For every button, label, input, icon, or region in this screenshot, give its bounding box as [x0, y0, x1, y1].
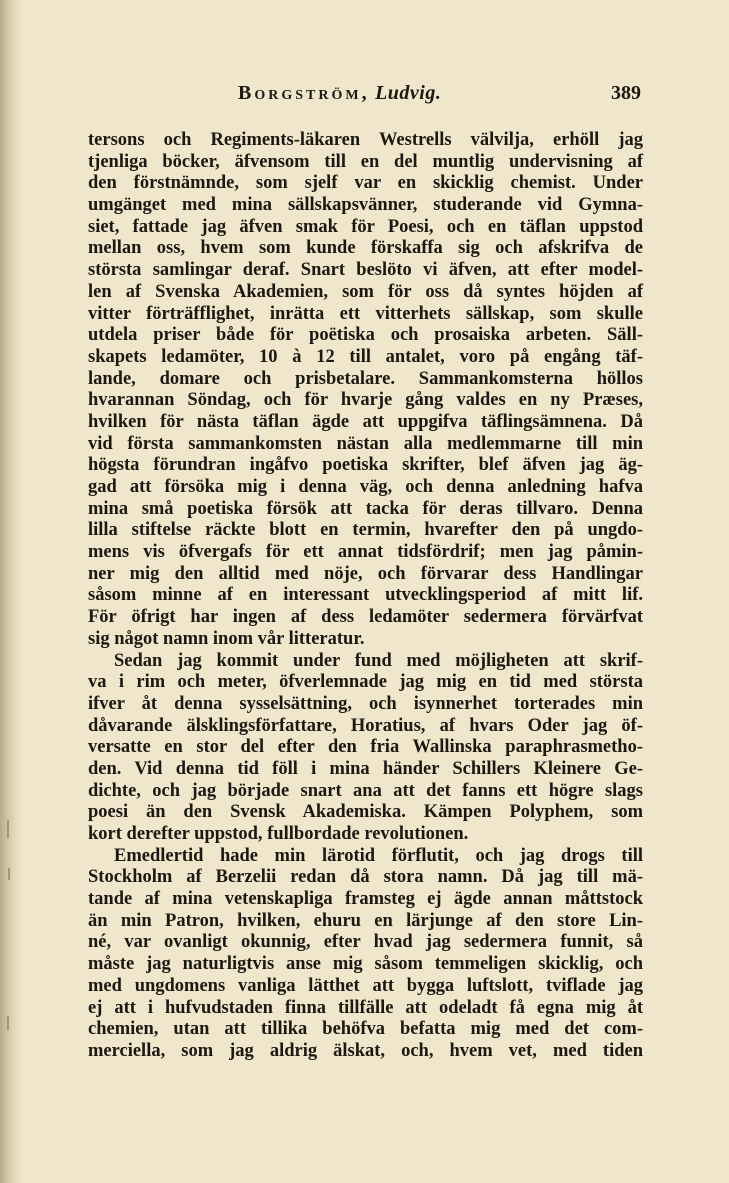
text-line: För öfrigt har ingen af dess ledamöter sedermera förvärfvat	[88, 607, 643, 628]
text-line: måste jag naturligtvis anse mig såsom temmeligen skicklig, och	[88, 954, 643, 975]
text-line: len af Svenska Akademien, som för oss då syntes höjden af	[88, 281, 643, 302]
text-line: versatte en stor del efter den fria Wallinska paraphrasmetho-	[88, 737, 643, 758]
running-head-surname: Borgström,	[238, 82, 370, 104]
text-line: Emedlertid hade min lärotid förflutit, och jag drogs till	[114, 845, 643, 866]
text-line: högsta förundran ingåfvo poetiska skrifter, blef äfven jag äg-	[88, 455, 643, 476]
text-line: Stockholm af Berzelii redan då stora namn. Då jag till mä-	[88, 867, 643, 888]
text-line: med ungdomens vanliga lätthet att bygga luftslott, tviflade jag	[88, 975, 643, 996]
text-line: tjenliga böcker, äfvensom till en del muntlig undervisning af	[88, 151, 643, 172]
text-line: kort derefter uppstod, fullbordade revolutionen.	[88, 824, 469, 844]
text-line: né, var ovanligt okunnig, efter hvad jag sedermera funnit, så	[88, 932, 643, 953]
text-line: tande af mina vetenskapliga framsteg ej ägde annan måttstock	[88, 889, 643, 910]
text-line: ifver åt denna sysselsättning, och isynnerhet torterades min	[88, 693, 643, 714]
text-line: sig något namn inom vår litteratur.	[88, 628, 365, 649]
text-line: största samlingar deraf. Snart beslöto vi äfven, att efter model-	[88, 260, 643, 281]
text-line: den. Vid denna tid föll i mina händer Schillers Kleinere Ge-	[88, 758, 643, 779]
text-line: vitter förträfflighet, inrätta ett vitterhets sällskap, som skulle	[88, 303, 643, 324]
running-head-given-name: Ludvig.	[375, 82, 442, 104]
margin-mark	[7, 820, 9, 838]
text-line: chemien, utan att tillika behöfva befatta mig med det com-	[88, 1019, 643, 1040]
text-line: tersons och Regiments-läkaren Westrells välvilja, erhöll jag	[88, 130, 643, 150]
text-line: siet, fattade jag äfven smak för Poesi, och en täflan uppstod	[88, 216, 643, 237]
text-line: mina små poetiska försök att tacka för deras tillvaro. Denna	[88, 498, 643, 519]
page-spine-shadow	[0, 0, 22, 1183]
text-line: mens vis öfvergafs för ett annat tidsfördrif; men jag påmin-	[88, 542, 643, 563]
text-line: mellan oss, hvem som kunde förskaffa sig och afskrifva de	[88, 238, 643, 259]
text-line: lilla stiftelse räckte blott en termin, hvarefter den på ungdo-	[88, 520, 643, 541]
text-line: merciella, som jag aldrig älskat, och, hvem vet, med tiden	[88, 1040, 643, 1061]
text-line: umgänget med mina sällskapsvänner, studerande vid Gymna-	[88, 195, 643, 216]
page-number: 389	[611, 82, 641, 104]
text-line: ner mig den alltid med nöje, och förvarar dess Handlingar	[88, 563, 643, 584]
margin-mark	[7, 1016, 9, 1030]
text-line: hvilken för nästa täflan ägde att uppgifva täflingsämnena. Då	[88, 411, 643, 432]
text-line: ej att i hufvudstaden finna tillfälle att odeladt få egna mig åt	[88, 997, 643, 1018]
body-text	[88, 130, 643, 1063]
text-line: hvarannan Söndag, och för hvarje gång valdes en ny Præses,	[88, 390, 643, 411]
running-head	[238, 80, 441, 106]
text-line: den förstnämnde, som sjelf var en skicklig chemist. Under	[88, 173, 643, 194]
text-line: lande, domare och prisbetalare. Sammankomsterna höllos	[88, 368, 643, 389]
text-line: dichte, och jag började snart ana att det fanns ett högre slags	[88, 780, 643, 801]
text-line: va i rim och meter, öfverlemnade jag mig en tid med största	[88, 672, 643, 693]
text-line: än min Patron, hvilken, ehuru en lärjunge af den store Lin-	[88, 910, 643, 931]
text-line: poesi än den Svensk Akademiska. Kämpen Polyphem, som	[88, 802, 643, 823]
text-line: gad att försöka mig i denna väg, och denna anledning hafva	[88, 477, 643, 497]
text-line: skapets ledamöter, 10 à 12 till antalet, voro på engång täf-	[88, 346, 643, 367]
text-line: vid första sammankomsten nästan alla medlemmarne till min	[88, 433, 643, 454]
text-line: utdela priser både för poëtiska och prosaiska arbeten. Säll-	[88, 325, 643, 346]
text-line: dåvarande älsklingsförfattare, Horatius, af hvars Oder jag öf-	[88, 715, 643, 736]
margin-mark	[8, 868, 10, 880]
text-line: Sedan jag kommit under fund med möjligheten att skrif-	[114, 650, 643, 671]
text-line: såsom minne af en interessant utvecklingsperiod af mitt lif.	[88, 585, 643, 606]
